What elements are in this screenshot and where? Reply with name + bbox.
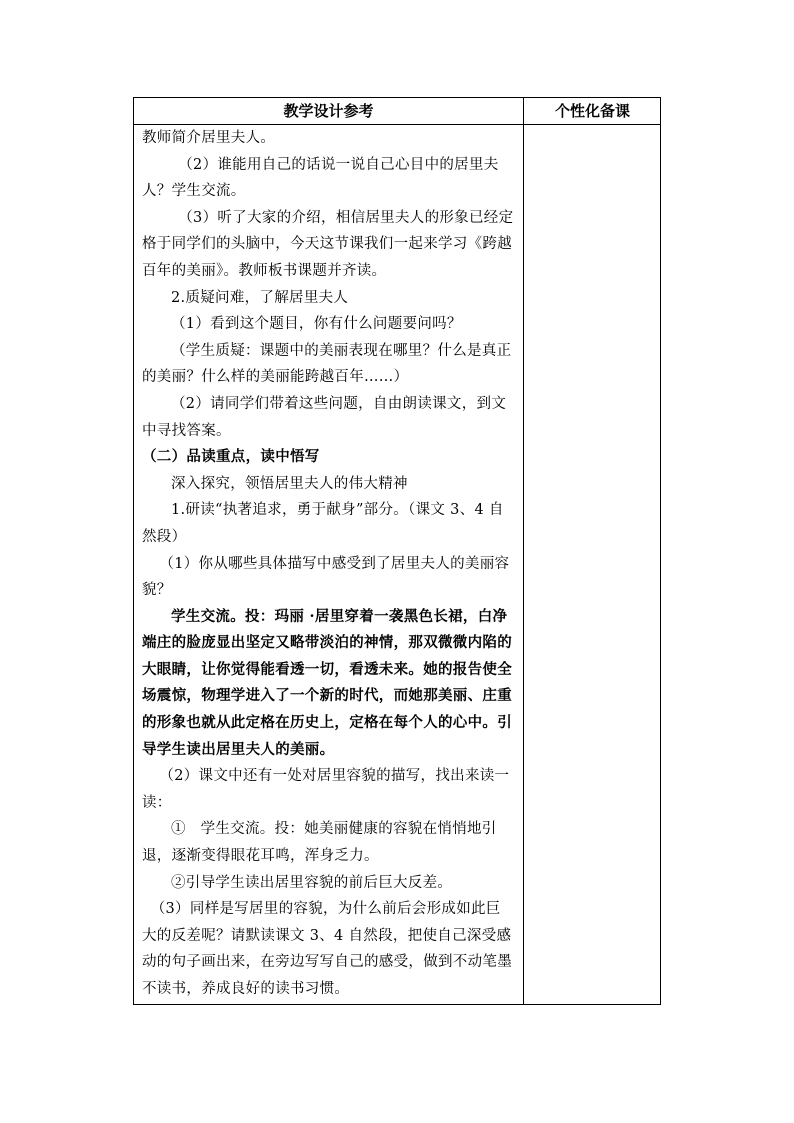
paragraph-study-q1: （1）你从哪些具体描写中感受到了居里夫人的美丽容貌？ (142, 555, 510, 599)
section-heading-reading: （二）品读重点，读中悟写 (142, 448, 320, 466)
teaching-design-content (142, 125, 515, 1003)
column-divider (523, 98, 524, 1004)
paragraph-quote-health: ① 学生交流。投：她美丽健康的容貌在悄悄地引退，逐渐变得眼花耳鸣，浑身乏力。 (142, 821, 497, 865)
paragraph-study-part-1: 1.研读“执著追求，勇于献身”部分。（课文 3、4 自然段） (142, 502, 504, 545)
paragraph-study-q3: （3）同样是写居里的容貌，为什么前后会形成如此巨大的反差呢？请默读课文 3、4 自然段，把使自己深受感动的句子画出来，在旁边写写自己的感受，做到不动笔墨不读书，养成良好的读书习惯。 (142, 901, 512, 997)
paragraph-step-2-heading: 2.质疑问难，了解居里夫人 (171, 289, 349, 306)
table-header-row (134, 98, 660, 125)
paragraph-quote-beauty: 学生交流。投：玛丽 ·居里穿着一袭黑色长裙，白净端庄的脸庞显出坚定又略带淡泊的神情，那双微微内陷的大眼睛，让你觉得能看透一切，看透未来。她的报告使全场震惊，物理学进入了一个新的时代，而她那美丽、庄重的形象也就从此定格在历史上，定格在每个人的心中。引导学生读出居里夫人的美丽。 (142, 607, 512, 758)
paragraph-explore: 深入探究，领悟居里夫人的伟大精神 (171, 475, 408, 492)
paragraph-question-3: （3）听了大家的介绍，相信居里夫人的形象已经定格于同学们的头脑中，今天这节课我们一起来学习《跨越百年的美丽》。教师板书课题并齐读。 (142, 209, 514, 279)
paragraph-step-2-q2: （2）请同学们带着这些问题，自由朗读课文，到文中寻找答案。 (142, 395, 507, 439)
lesson-plan-table (133, 97, 661, 1005)
header-personal-prep: 个性化备课 (554, 102, 630, 120)
paragraph-step-2-q1: （1）看到这个题目，你有什么问题要问吗？ (171, 316, 462, 333)
paragraph-student-questions: （学生质疑：课题中的美丽表现在哪里？什么是真正的美丽？什么样的美丽能跨越百年……） (142, 342, 512, 386)
paragraph-study-q2: （2）课文中还有一处对居里容貌的描写，找出来读一读： (142, 768, 510, 811)
header-teaching-design: 教学设计参考 (283, 102, 374, 120)
paragraph-contrast: ②引导学生读出居里容貌的前后巨大反差。 (171, 874, 453, 891)
paragraph-intro: 教师简介居里夫人。 (142, 130, 276, 146)
paragraph-question-2: （2）谁能用自己的话说一说自己心目中的居里夫人？学生交流。 (142, 156, 499, 200)
